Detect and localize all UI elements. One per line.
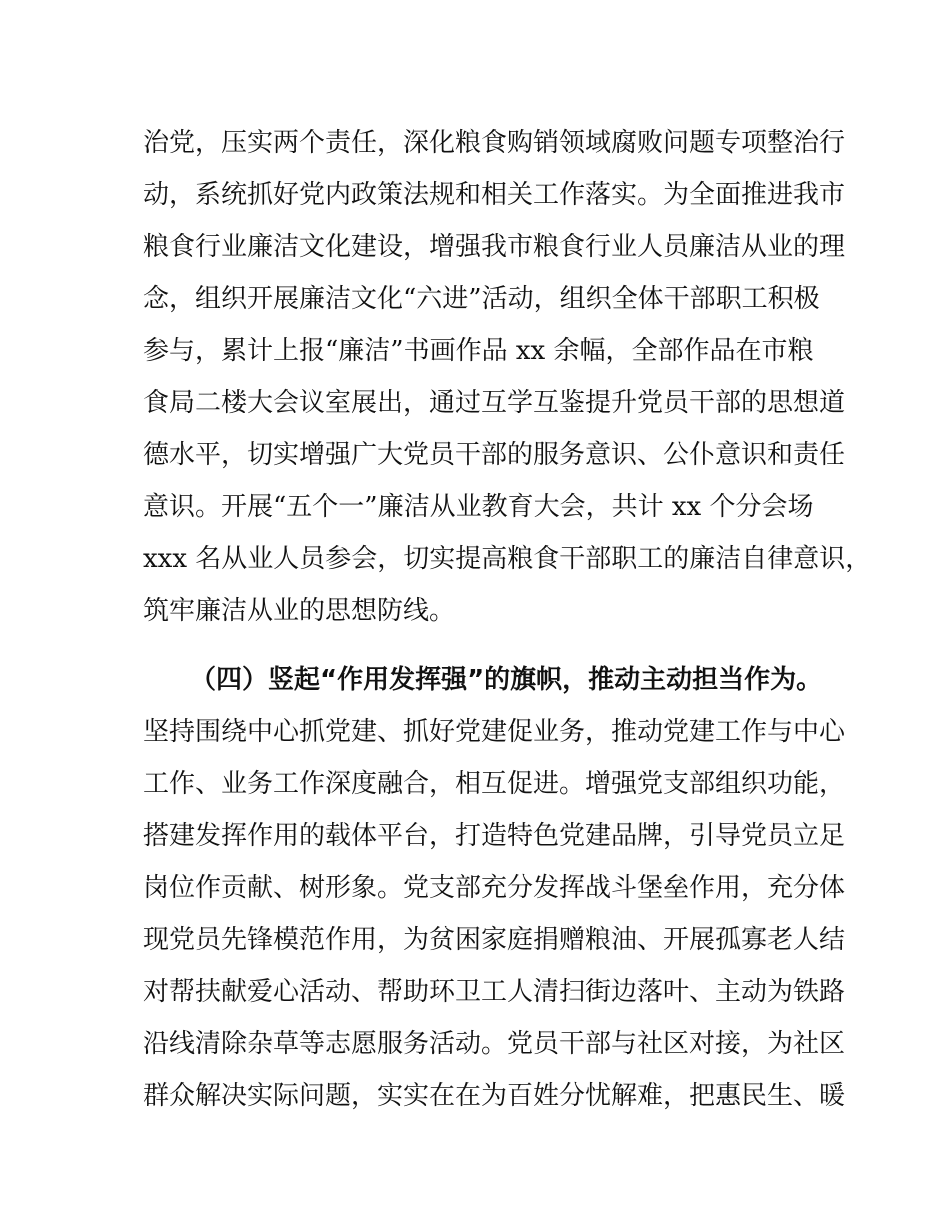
- text-line: 筑牢廉洁从业的思想防线。: [143, 596, 456, 626]
- text-line: 工作、业务工作深度融合，相互促进。增强党支部组织功能，: [143, 769, 846, 799]
- text-line: 食局二楼大会议室展出，通过互学互鉴提升党员干部的思想道: [143, 388, 846, 418]
- text-line: 德水平，切实增强广大党员干部的服务意识、公仆意识和责任: [143, 440, 846, 470]
- text-line: 群众解决实际问题，实实在在为百姓分忧解难，把惠民生、暖: [143, 1081, 846, 1111]
- paragraph-2: [143, 706, 846, 1122]
- text-line: 粮食行业廉洁文化建设，增强我市粮食行业人员廉洁从业的理: [143, 232, 846, 262]
- section-heading: （四）竖起“作用发挥强”的旗帜，推动主动担当作为。: [190, 665, 823, 695]
- text-line: 意识。开展“五个一”廉洁从业教育大会，共计 xx 个分会场: [143, 492, 814, 522]
- text-line: 参与，累计上报“廉洁”书画作品 xx 余幅，全部作品在市粮: [143, 336, 814, 366]
- text-line: 坚持围绕中心抓党建、抓好党建促业务，推动党建工作与中心: [143, 717, 846, 747]
- text-line: 对帮扶献爱心活动、帮助环卫工人清扫街边落叶、主动为铁路: [143, 977, 846, 1007]
- text-line: 念，组织开展廉洁文化“六进”活动，组织全体干部职工积极: [143, 284, 820, 314]
- text-line: 现党员先锋模范作用，为贫困家庭捐赠粮油、开展孤寡老人结: [143, 925, 846, 955]
- text-line: 岗位作贡献、树形象。党支部充分发挥战斗堡垒作用，充分体: [143, 873, 846, 903]
- paragraph-1: [143, 117, 872, 637]
- text-line: 沿线清除杂草等志愿服务活动。党员干部与社区对接，为社区: [143, 1029, 846, 1059]
- text-line: xxx 名从业人员参会，切实提高粮食干部职工的廉洁自律意识，: [143, 544, 872, 574]
- text-line: 治党，压实两个责任，深化粮食购销领域腐败问题专项整治行: [143, 128, 846, 158]
- text-line: 动，系统抓好党内政策法规和相关工作落实。为全面推进我市: [143, 180, 846, 210]
- text-line: 搭建发挥作用的载体平台，打造特色党建品牌，引导党员立足: [143, 821, 846, 851]
